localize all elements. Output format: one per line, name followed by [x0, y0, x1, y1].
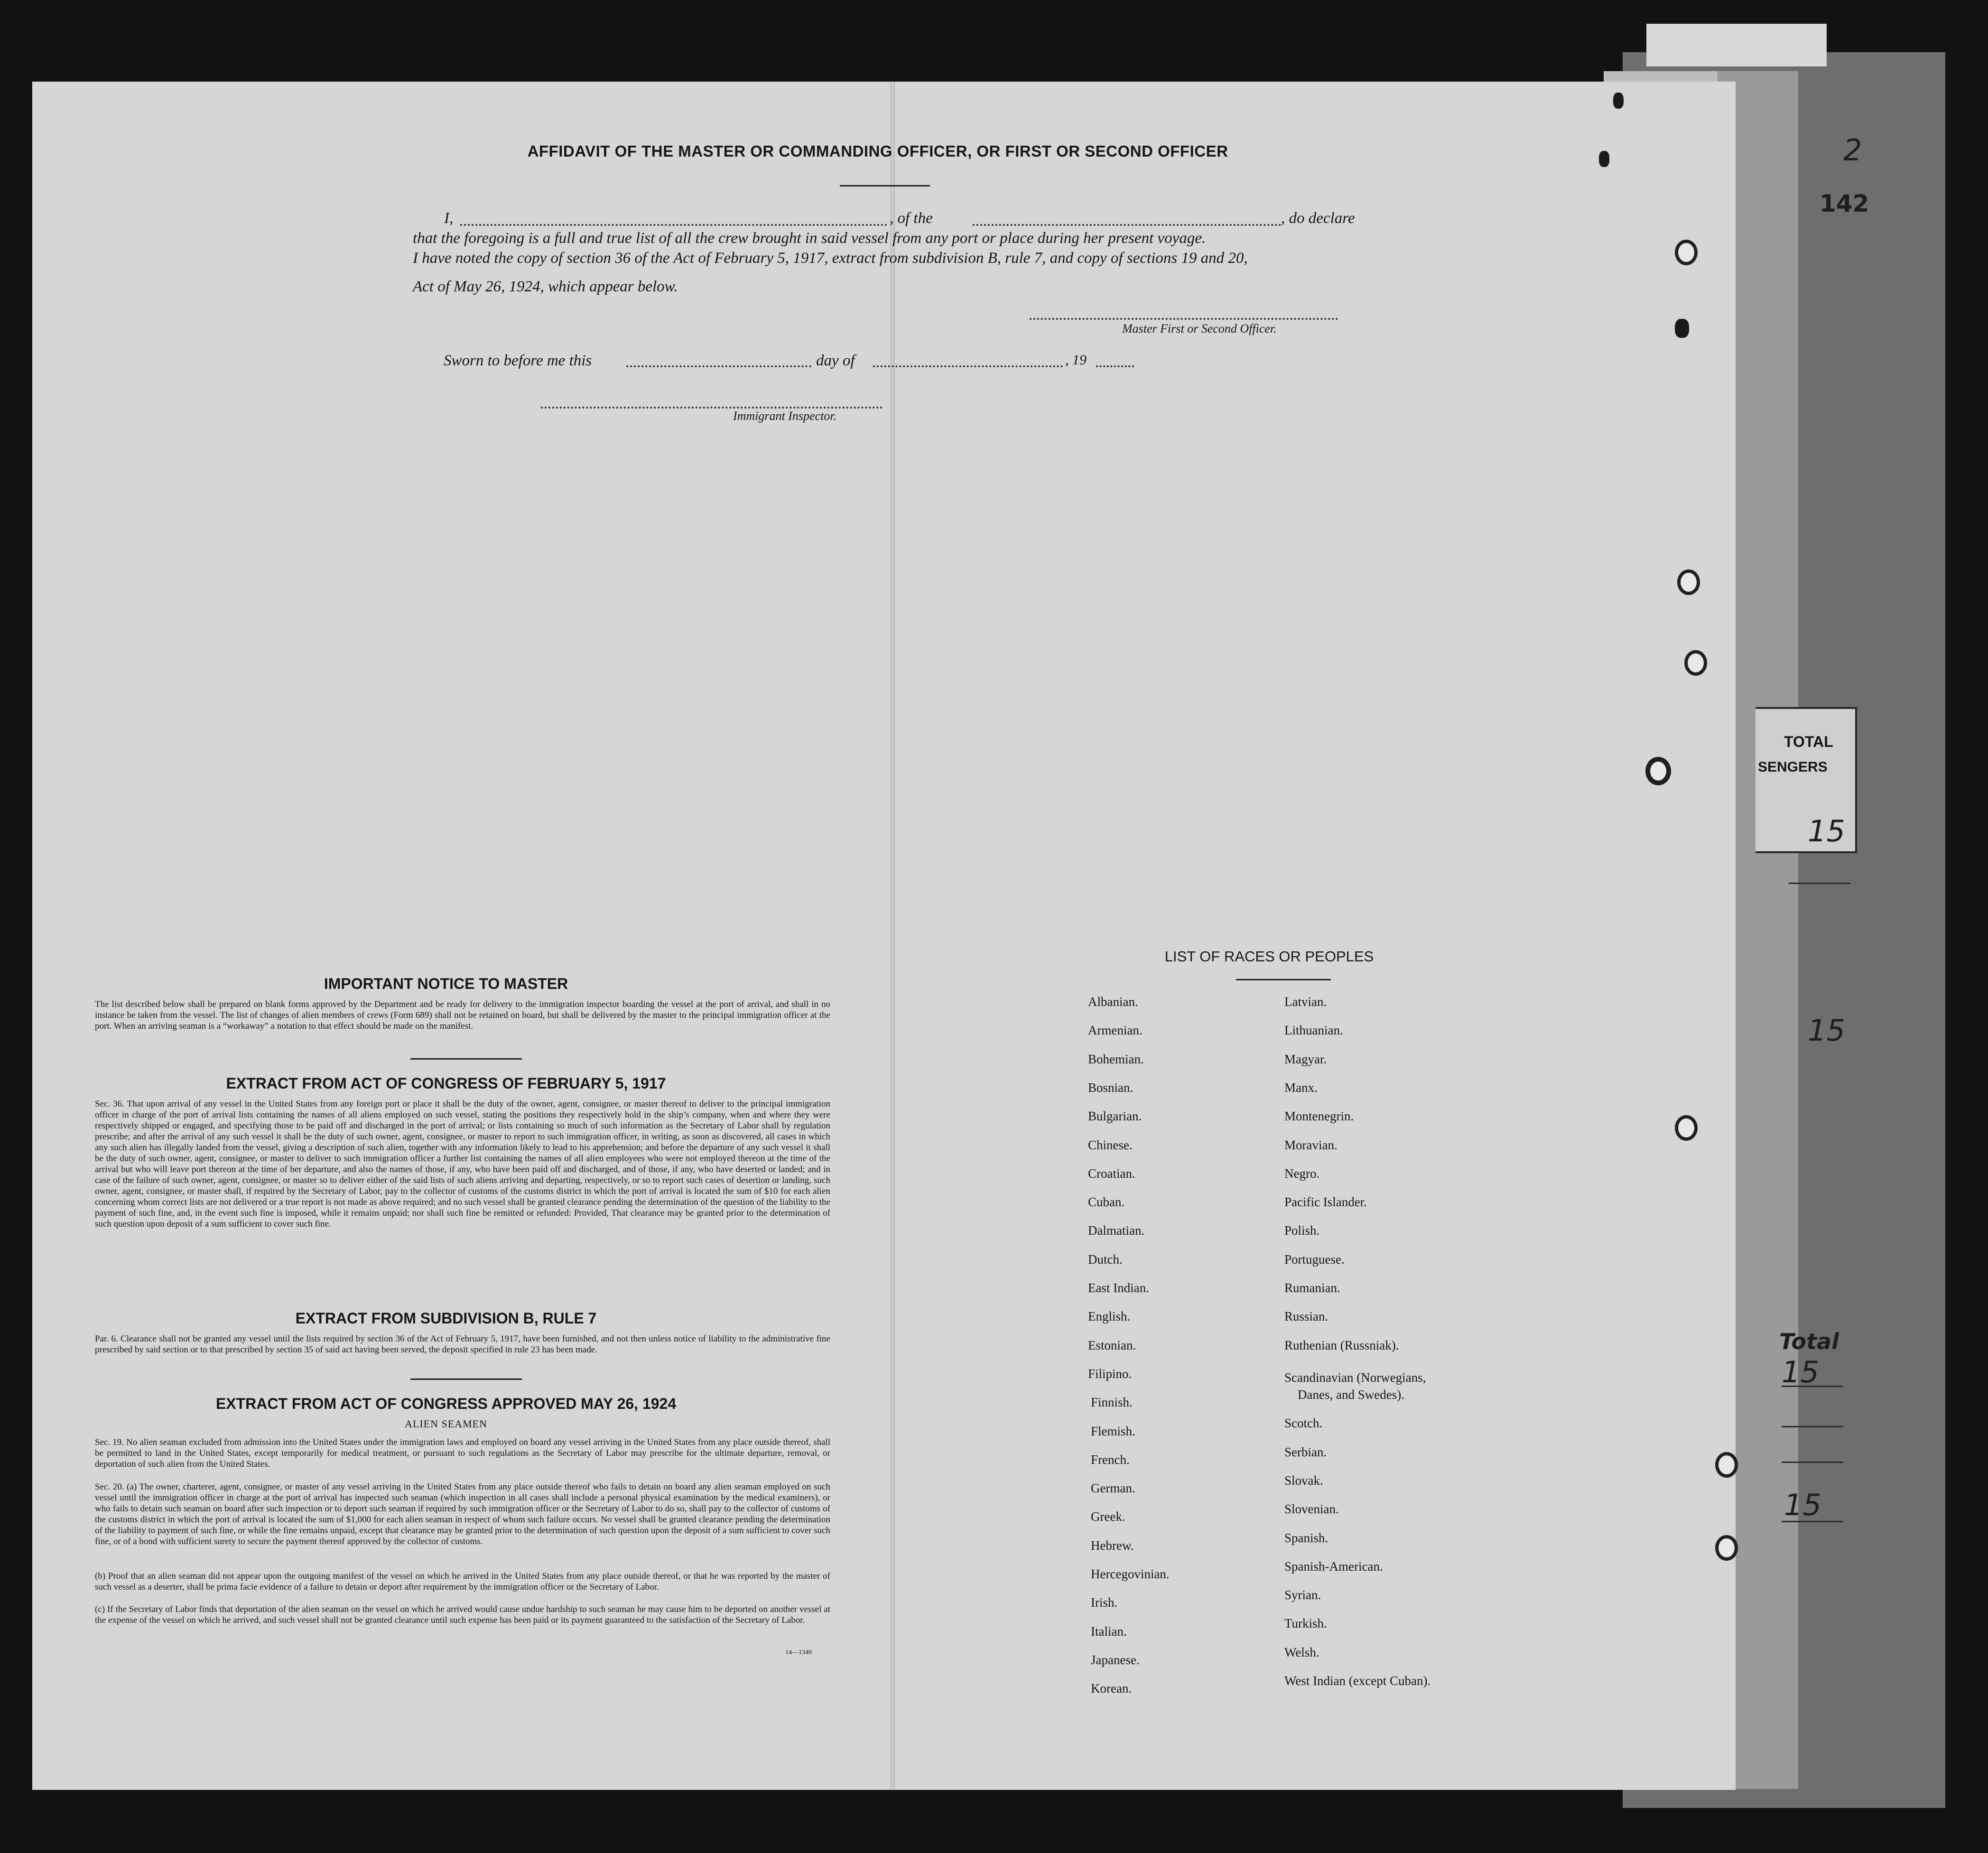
extract-1924-sec19: Sec. 19. No alien seaman excluded from admission into the United States under the immigration laws and employed on board any vessel arriving in the United States from any place outside thereof, shall be permitted to land in the United States, except temporarily for medical treatment, or pursuant to such regulations as the Secretary of Labor may prescribe for the ultimate departure, removal, or deportation of such alien from the United States. — [95, 1437, 830, 1469]
race-item: Pacific Islander. — [1284, 1195, 1367, 1210]
affidavit-of-the: , of the — [890, 210, 933, 227]
affidavit-line3: I have noted the copy of section 36 of the Act of February 5, 1917, extract from subdivision B, rule 7, and copy of sections 19 and 20, — [413, 250, 1248, 267]
margin-rule — [1782, 1462, 1843, 1463]
master-signature-label: Master First or Second Officer. — [1122, 322, 1277, 335]
race-item: Flemish. — [1091, 1424, 1135, 1438]
punch-hole — [1645, 757, 1671, 785]
race-item: English. — [1088, 1309, 1131, 1324]
race-item: Croatian. — [1088, 1166, 1135, 1181]
race-item: Spanish. — [1284, 1530, 1328, 1545]
punch-hole — [1715, 1535, 1738, 1561]
extract-1924-sec20a: Sec. 20. (a) The owner, charterer, agent, consignee, or master of any vessel arriving in the United States from any place outside thereof who fails to detain on board any alien seaman employed on such vessel until the immigration officer in charge at the port of arrival has inspected such seaman (which inspection in all cases shall include a personal physical examination by the medical examiners), or who fails to detain such seaman on board after such inspection or to deport such seaman if required by such immigration officer or the Secretary of Labor to do so, shall pay to the collector of customs of the customs district in which the port of arrival is located the sum of $1,000 for each alien seaman in respect of whom such failure occurs. No vessel shall be granted clearance pending the determination of the liability to payment of such fine, or while the fine remains unpaid, except that clearance may be granted prior to the determination of such question upon the deposit of a sum sufficient to cover such fine, or of a bond with sufficient surety to secure the payment thereof approved by the collector of customs. — [95, 1482, 830, 1546]
ink-blot — [1599, 151, 1609, 167]
section-rule — [410, 1058, 522, 1060]
race-item: Polish. — [1284, 1223, 1320, 1238]
race-item: Irish. — [1091, 1595, 1118, 1610]
race-item: Moravian. — [1284, 1137, 1338, 1152]
race-item: Albanian. — [1088, 995, 1138, 1009]
punch-hole — [1675, 240, 1698, 265]
race-item: Rumanian. — [1284, 1281, 1340, 1295]
race-item: Dutch. — [1088, 1252, 1123, 1266]
margin-rule — [1782, 1386, 1843, 1387]
races-title: LIST OF RACES OR PEOPLES — [1164, 948, 1374, 965]
race-item: Montenegrin. — [1284, 1109, 1354, 1124]
extract-1917-text: Sec. 36. That upon arrival of any vessel in the United States from any foreign port or place it shall be the duty of the owner, agent, consignee, or master thereof to deliver to the principal immigration officer in charge of the port of arrival lists containing the names of all aliens employed on such vessel, stating the positions they respectively hold in the ship’s company, when and where they were respectively shipped or engaged, and specifying those to be paid off and discharged in the port of arrival; or lists containing so much of such information as the Secretary of Labor shall by regulation prescribe; and after the arrival of any such vessel it shall be the duty of such owner, agent, consignee, or master to report to such immigration officer, in writing, as soon as discovered, all cases in which any such alien has illegally landed from the vessel, giving a description of such alien, together with any information likely to lead to his apprehension; and before the departure of any such vessel it shall be the duty of such owner, agent, consignee, or master to deliver to such immigration officer a further list containing the names of all alien employees who were not employed thereon at the time of the arrival but who will leave port thereon at the time of her departure, and also the names of those, if any, who have been paid off and discharged, and of those, if any, who have deserted or landed; and in case of the failure of such owner, agent, consignee, or master so to deliver either of the said lists of such aliens arriving and departing, respectively, or so to report such cases of desertion or landing, such owner, agent, consignee, or master shall, if required by the Secretary of Labor, pay to the collector of customs of the customs district in which the port of arrival is located the sum of $10 for each alien concerning whom correct lists are not delivered or a true report is not made as above required; and no such vessel shall be granted clearance pending the determination of the question of the liability to the payment of such fine, and, in the event such fine is imposed, while it remains unpaid; nor shall such fine be remitted or refunded: Provided, That clearance may be granted prior to the determination of such question upon deposit of a sum sufficient to cover such fine. — [95, 1099, 830, 1229]
race-item: Armenian. — [1088, 1023, 1143, 1038]
race-item: West Indian (except Cuban). — [1284, 1674, 1431, 1688]
affidavit-i: I, — [444, 210, 454, 227]
affidavit-rule — [840, 185, 930, 186]
extract-1924-sec20b: (b) Proof that an alien seaman did not appear upon the outgoing manifest of the vessel on which he arrived in the United States from any place outside thereof, or that he was reported by the master of such vessel as a deserter, shall be prima facie evidence of a failure to detain or deport after requirement by the immigration officer or the Secretary of Labor. — [95, 1571, 830, 1592]
top-sheet-edge — [1646, 24, 1827, 66]
total-label: Total — [1779, 1329, 1839, 1354]
extract-rule7-text: Par. 6. Clearance shall not be granted any vessel until the lists required by section 36 of the Act of February 5, 1917, have been furnished, and not then unless notice of liability to the administrative fine prescribed by said section or to that prescribed by section 35 of said act having been served, the deposit specified in rule 23 has been made. — [95, 1334, 830, 1355]
race-item: Spanish-American. — [1284, 1559, 1383, 1574]
affidavit-declare: , do declare — [1281, 210, 1355, 227]
race-item: Negro. — [1284, 1166, 1320, 1181]
notice-text: The list described below shall be prepared on blank forms approved by the Department and be ready for delivery to the immigration inspector boarding the vessel at the port of arrival, and shall in no instance be taken from the vessel. The list of changes of alien members of crews (Form 689) shall not be retained on board, but shall be delivered by the master to the principal immigration officer at the port. When an arriving seaman is a “workaway” a notation to that effect should be made on the manifest. — [95, 999, 830, 1031]
margin-value-1: 15 — [1808, 814, 1845, 848]
punch-hole — [1684, 650, 1707, 676]
corner-mark: 2 — [1843, 133, 1862, 168]
page-number: 142 — [1820, 190, 1869, 217]
affidavit-title: AFFIDAVIT OF THE MASTER OR COMMANDING OFFICER, OR FIRST OR SECOND OFFICER — [527, 142, 1228, 160]
race-item: Syrian. — [1284, 1588, 1321, 1602]
race-item: Lithuanian. — [1284, 1023, 1343, 1038]
race-item: Bulgarian. — [1088, 1109, 1142, 1124]
race-item: Estonian. — [1088, 1338, 1136, 1352]
race-item: Hercegovinian. — [1091, 1567, 1170, 1581]
total-header-line2: SENGERS — [1758, 759, 1828, 775]
sworn-month-blank — [873, 365, 1063, 367]
page-fold — [890, 82, 895, 1790]
margin-value-3: 15 — [1782, 1355, 1819, 1389]
race-item: Scandinavian (Norwegians, — [1284, 1370, 1426, 1385]
race-item: Manx. — [1284, 1080, 1318, 1095]
race-item: Hebrew. — [1091, 1538, 1134, 1553]
form-number: 14—1340 — [785, 1649, 812, 1656]
race-item: German. — [1091, 1481, 1135, 1496]
extract-1917-title: EXTRACT FROM ACT OF CONGRESS OF FEBRUARY 5, 1917 — [226, 1075, 666, 1092]
ink-blot — [1613, 93, 1624, 109]
inspector-signature-label: Immigrant Inspector. — [733, 409, 837, 423]
race-item: Italian. — [1091, 1624, 1127, 1639]
affidavit-line2: that the foregoing is a full and true list of all the crew brought in said vessel from any port or place during her present voyage. — [413, 230, 1206, 247]
punch-hole — [1677, 569, 1700, 595]
margin-value-4: 15 — [1784, 1488, 1821, 1522]
name-blank — [460, 224, 887, 226]
race-item: Bosnian. — [1088, 1080, 1133, 1095]
race-item: East Indian. — [1088, 1281, 1149, 1295]
affidavit-line4: Act of May 26, 1924, which appear below. — [413, 278, 678, 295]
race-item: Dalmatian. — [1088, 1223, 1145, 1238]
race-item: Filipino. — [1088, 1366, 1132, 1381]
race-item: Latvian. — [1284, 995, 1327, 1009]
extract-rule7-title: EXTRACT FROM SUBDIVISION B, RULE 7 — [295, 1310, 597, 1327]
margin-rule — [1782, 1521, 1843, 1522]
sworn-day-of: day of — [816, 352, 855, 369]
race-item: Finnish. — [1091, 1395, 1133, 1410]
section-rule — [410, 1378, 522, 1380]
race-item: Welsh. — [1284, 1645, 1319, 1659]
race-item: Bohemian. — [1088, 1052, 1144, 1066]
margin-rule — [1789, 883, 1850, 884]
inspector-signature-line — [541, 407, 883, 409]
race-item: Slovenian. — [1284, 1502, 1339, 1517]
punch-hole — [1675, 1115, 1698, 1141]
race-item: Chinese. — [1088, 1137, 1133, 1152]
race-item: Slovak. — [1284, 1473, 1323, 1488]
vessel-blank — [973, 224, 1281, 226]
notice-title: IMPORTANT NOTICE TO MASTER — [324, 975, 568, 992]
race-item: Cuban. — [1088, 1195, 1125, 1210]
race-item: French. — [1091, 1452, 1130, 1467]
sworn-year: , 19 — [1065, 352, 1087, 368]
race-item: Magyar. — [1284, 1052, 1327, 1066]
race-item: Greek. — [1091, 1509, 1125, 1524]
race-item: Serbian. — [1284, 1444, 1327, 1459]
race-item: Russian. — [1284, 1309, 1328, 1324]
ink-blot — [1675, 319, 1689, 338]
total-header-line1: TOTAL — [1784, 733, 1833, 750]
race-item: Scotch. — [1284, 1416, 1323, 1431]
race-item: Danes, and Swedes). — [1298, 1387, 1404, 1402]
sworn-text: Sworn to before me this — [444, 352, 592, 369]
race-item: Ruthenian (Russniak). — [1284, 1338, 1399, 1352]
sworn-day-blank — [626, 365, 811, 367]
race-item: Turkish. — [1284, 1616, 1327, 1631]
margin-value-2: 15 — [1808, 1013, 1845, 1048]
sworn-year-blank — [1096, 365, 1134, 367]
alien-seamen-subtitle: ALIEN SEAMEN — [405, 1418, 487, 1430]
punch-hole — [1715, 1452, 1738, 1478]
margin-rule — [1782, 1426, 1843, 1427]
race-item: Korean. — [1091, 1681, 1132, 1696]
master-signature-line — [1030, 318, 1338, 320]
extract-1924-sec20c: (c) If the Secretary of Labor finds that deportation of the alien seaman on the vessel on which he arrived would cause undue hardship to such seaman he may cause him to be deported on another vessel at the expense of the vessel on which he arrived, and such vessel shall not be granted clearance until such expense has been paid or its payment guaranteed to the satisfaction of the Secretary of Labor. — [95, 1604, 830, 1625]
race-item: Japanese. — [1091, 1652, 1140, 1667]
race-item: Portuguese. — [1284, 1252, 1345, 1266]
extract-1924-title: EXTRACT FROM ACT OF CONGRESS APPROVED MAY 26, 1924 — [215, 1395, 677, 1412]
races-rule — [1236, 979, 1331, 980]
